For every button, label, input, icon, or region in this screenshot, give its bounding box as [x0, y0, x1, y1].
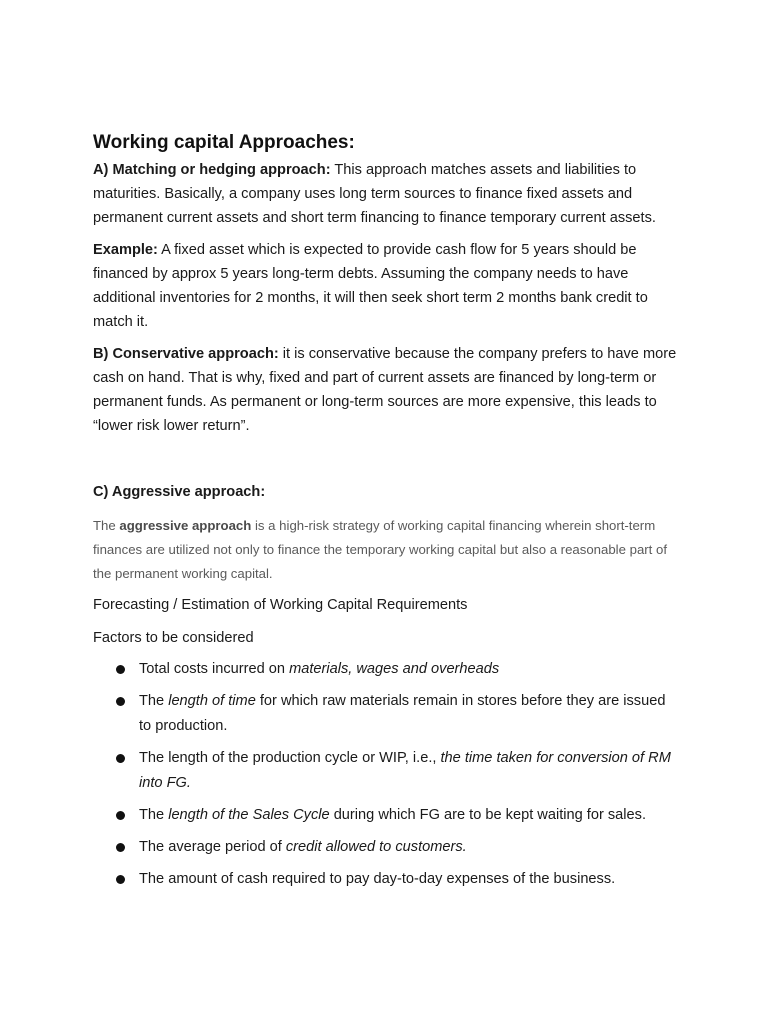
example-text: A fixed asset which is expected to provide cash flow for 5 years should be financed by approx 5 years long-term debts. Assuming the company needs to have additional inventories for 2 months, it will then seek short term 2 months bank credit to match it. — [93, 242, 648, 330]
bullet-icon — [116, 875, 125, 884]
bullet-icon — [116, 811, 125, 820]
factor-emphasis: length of the Sales Cycle — [168, 807, 330, 823]
conservative-approach-text: it is conservative because the company prefers to have more cash on hand. That is why, fixed and part of current assets are financed by long-term or permanent funds. As permanent or long-term sources are more expensive, this leads to “lower risk lower return”. — [93, 346, 677, 434]
aggressive-approach-paragraph — [93, 514, 678, 586]
list-item — [93, 657, 678, 682]
conservative-approach-paragraph — [93, 342, 678, 438]
bullet-icon — [116, 665, 125, 674]
bullet-icon — [116, 843, 125, 852]
factor-text: The — [139, 693, 169, 709]
bullet-icon — [116, 754, 125, 763]
list-item — [93, 835, 678, 860]
matching-approach-paragraph — [93, 158, 678, 230]
conservative-approach-label: B) Conservative approach: — [93, 346, 279, 362]
factor-text: The length of the production cycle or WIP, i.e., — [139, 750, 441, 766]
aggressive-approach-term: aggressive approach — [119, 518, 252, 533]
factor-emphasis: length of time — [168, 693, 256, 709]
forecasting-heading: Forecasting / Estimation of Working Capital Requirements — [93, 597, 468, 613]
example-paragraph — [93, 238, 678, 334]
document-page — [93, 130, 678, 899]
page-title: Working capital Approaches: — [93, 132, 355, 153]
bullet-icon — [116, 697, 125, 706]
aggressive-approach-text: is a high-risk strategy of working capital financing wherein short-term finances are utilized not only to finance the temporary working capital but also a reasonable part of the permanent working capital. — [93, 518, 667, 581]
list-item — [93, 746, 678, 796]
factors-list — [93, 657, 678, 892]
factor-emphasis: materials, wages and overheads — [289, 661, 500, 677]
factor-emphasis: credit allowed to customers. — [285, 839, 467, 855]
factor-text: Total costs incurred on — [139, 661, 290, 677]
list-item — [93, 867, 678, 892]
list-item — [93, 803, 678, 828]
example-label: Example: — [93, 242, 158, 258]
aggressive-approach-heading: C) Aggressive approach: — [93, 484, 266, 500]
list-item — [93, 689, 678, 739]
factor-text-end: for which raw materials remain in stores before they are issued to production. — [139, 693, 666, 734]
matching-approach-label: A) Matching or hedging approach: — [93, 162, 331, 178]
factor-text-end: during which FG are to be kept waiting for sales. — [329, 807, 646, 823]
factor-text: The average period of — [139, 839, 286, 855]
factor-text: The amount of cash required to pay day-to-day expenses of the business. — [139, 871, 616, 887]
factor-emphasis: the time taken for conversion of RM into FG. — [139, 750, 671, 791]
factor-text: The — [139, 807, 169, 823]
aggressive-prefix: The — [93, 518, 120, 533]
factors-heading: Factors to be considered — [93, 630, 254, 646]
matching-approach-text: This approach matches assets and liabilities to maturities. Basically, a company uses long term sources to finance fixed assets and permanent current assets and short term financing to finance temporary current assets. — [93, 162, 656, 226]
